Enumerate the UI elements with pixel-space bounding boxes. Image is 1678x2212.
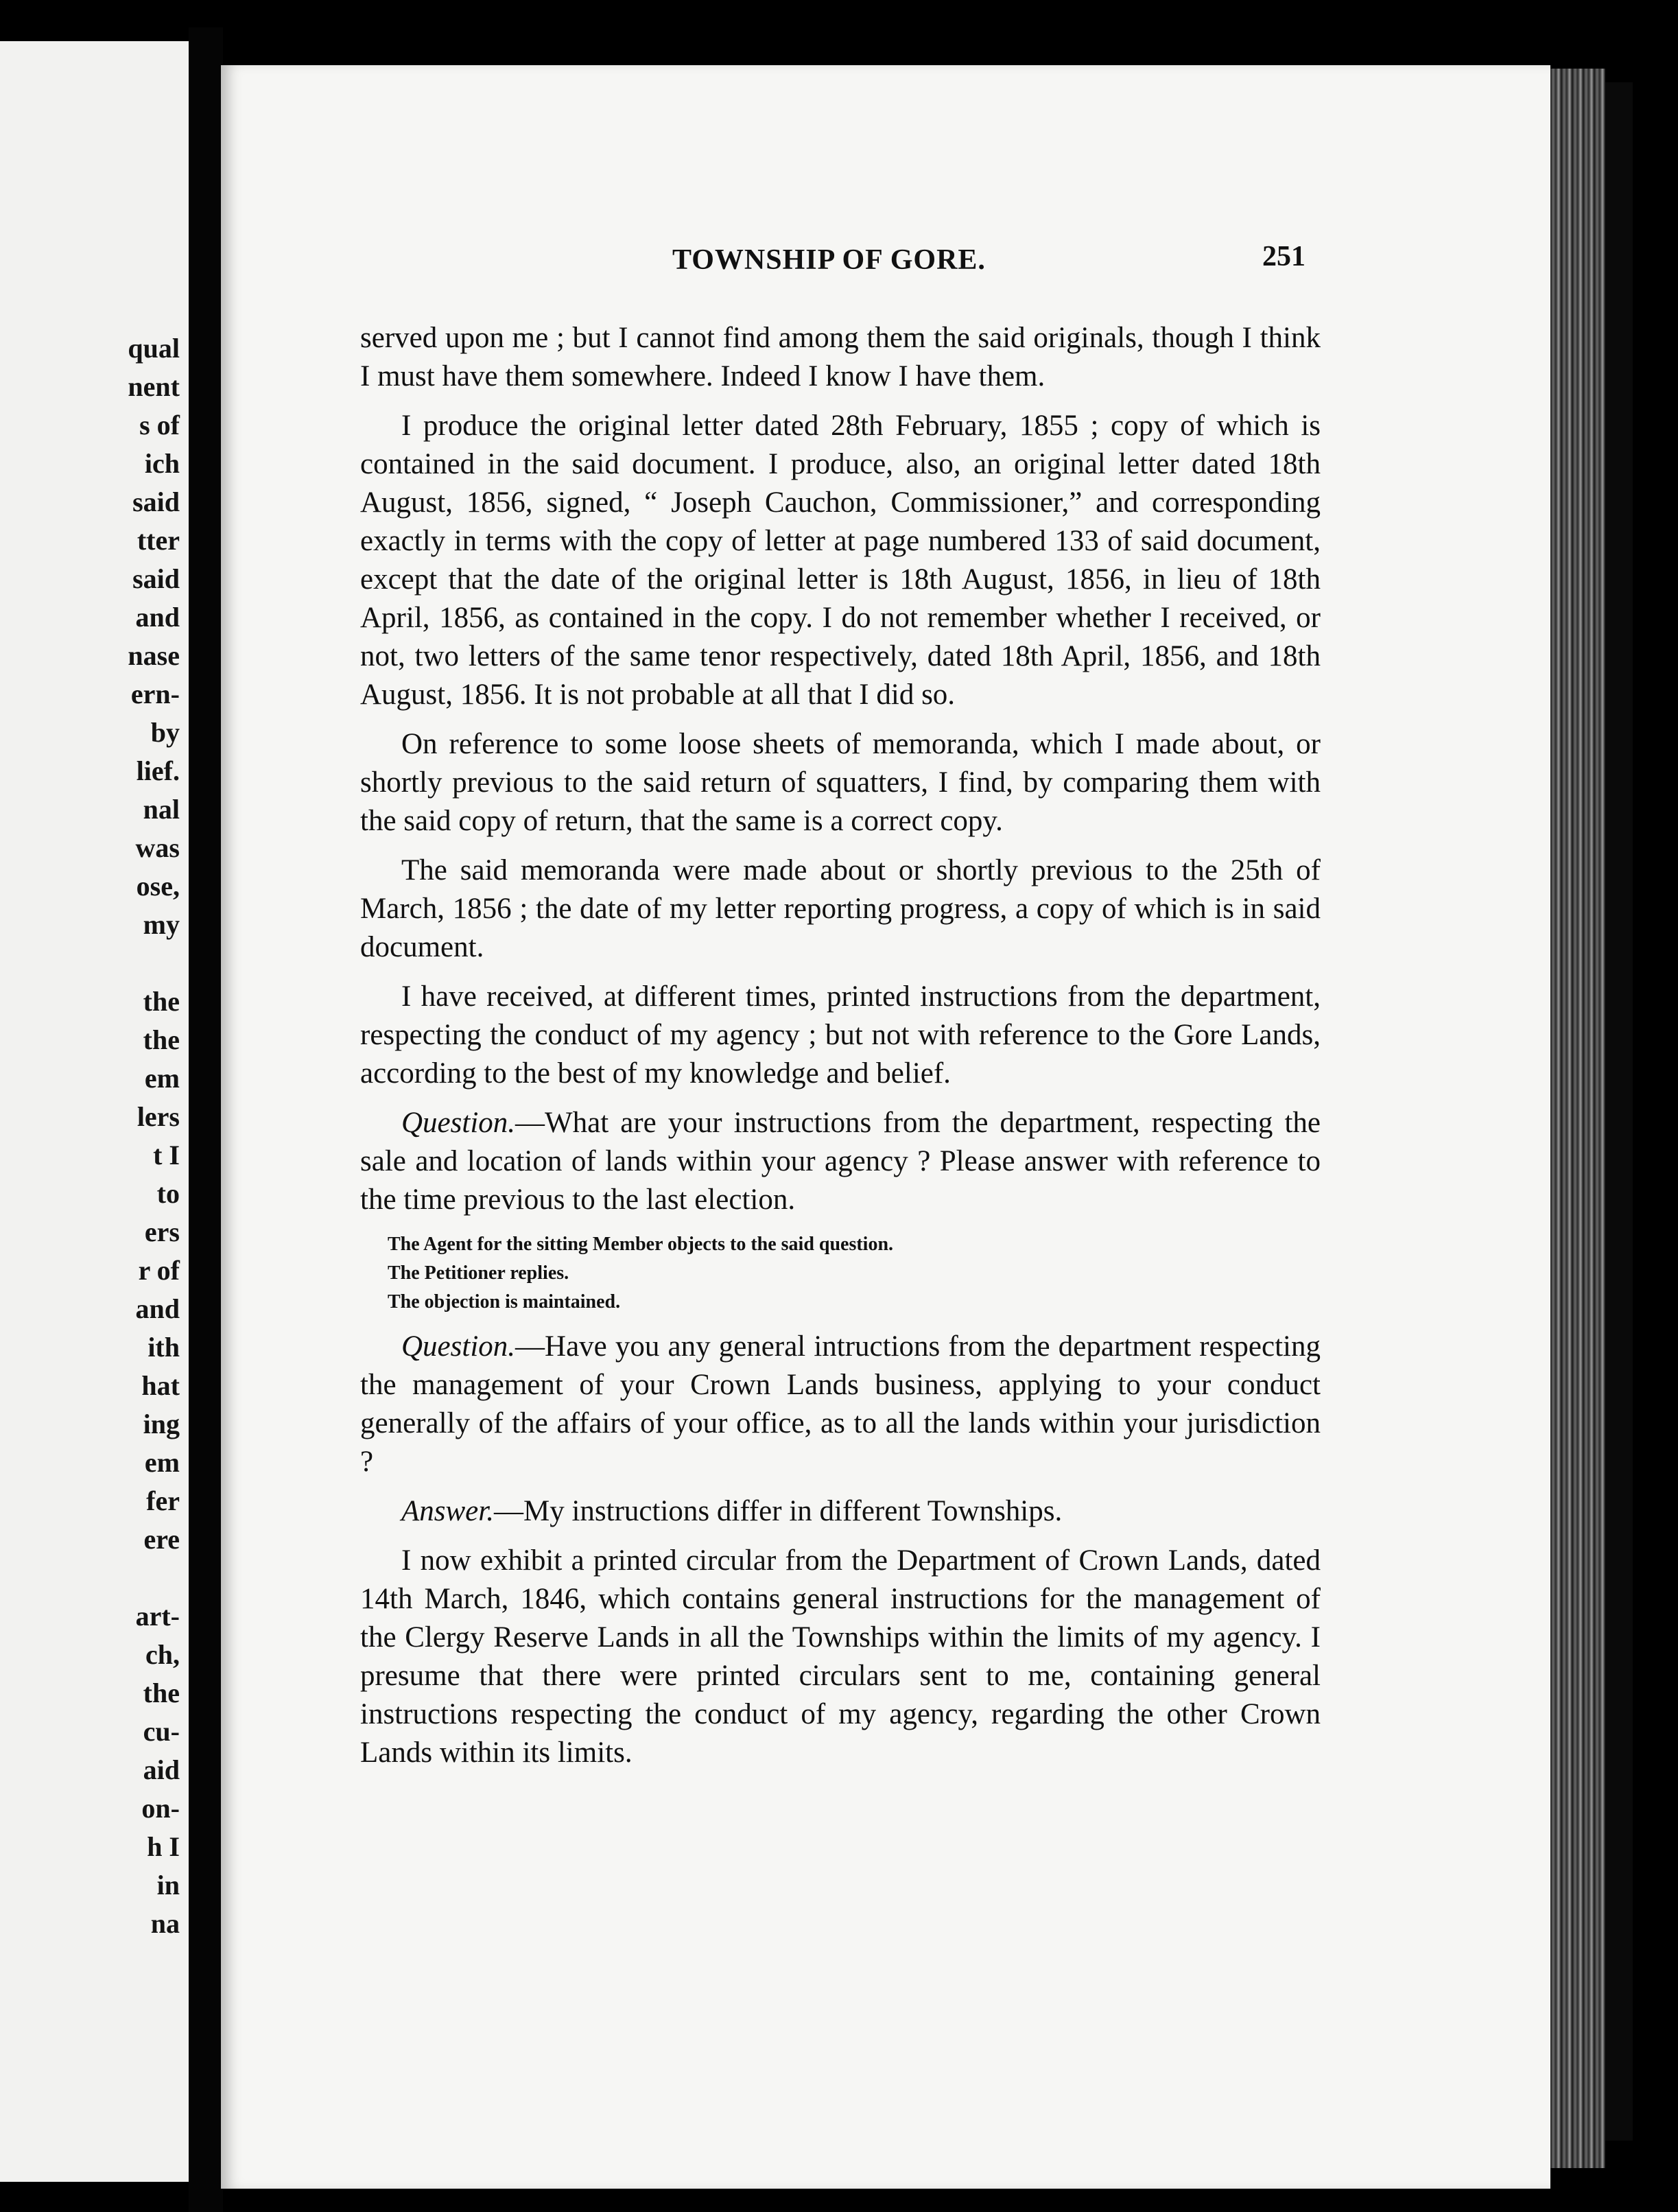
question-text: —What are your instructions from the department, respecting the sale and location of lands within your agency ? Please answer with reference to the time previous to the last election. — [360, 1107, 1321, 1216]
left-page-fragment: ing — [143, 1409, 180, 1439]
left-page-fragment: on- — [141, 1793, 180, 1824]
left-page-fragment: in — [156, 1870, 180, 1901]
left-page-fragment: r of — [138, 1255, 180, 1286]
left-page-fragment: em — [144, 1063, 180, 1094]
left-page-fragment: the — [143, 1024, 180, 1055]
left-page-fragment: the — [143, 1678, 180, 1708]
paragraph-1: served upon me ; but I cannot find among them the said originals, though I think I must have them somewhere. Indeed I know I have them. — [360, 322, 1321, 392]
paragraph-6: I now exhibit a printed circular from the Department of Crown Lands, dated 14th March, 1846, which contains general instructions for the management of the Clergy Reserve Lands in all the Townships within the limits of my agency. I presume that there were printed circulars sent to me, containing general instructions respecting the conduct of my agency, regarding the other Crown Lands within its limits. — [360, 1544, 1321, 1769]
left-page-fragment: lief. — [136, 755, 180, 786]
left-page-fragment — [0, 944, 180, 983]
book-gutter — [189, 27, 223, 2212]
left-page-fragment: ose, — [136, 871, 180, 902]
left-page-fragment: hat — [141, 1370, 180, 1401]
question-label: Question. — [401, 1107, 516, 1139]
left-page-fragment: t I — [153, 1140, 180, 1170]
left-page-fragment: nase — [128, 640, 180, 671]
paragraph-2: I produce the original letter dated 28th February, 1855 ; copy of which is contained in the said document. I produce, also, an original letter dated 18th August, 1856, signed, “ Joseph Cauchon, Commissioner,” and corresponding exactly in terms with the copy of letter at page numbered 133 of said document, except that the date of the original letter is 18th August, 1856, in lieu of 18th April, 1856, as contained in the copy. I do not remember whether I received, or not, two letters of the same tenor respectively, dated 18th April, 1856, and 18th August, 1856. It is not probable at all that I did so. — [360, 410, 1321, 711]
book-cover-edge — [1605, 82, 1633, 2141]
left-page-fragment: h I — [147, 1831, 180, 1862]
left-page-fragment: tter — [137, 525, 180, 556]
ruling-note: The objection is maintained. — [388, 1291, 621, 1313]
left-page-fragment: ern- — [130, 679, 180, 709]
left-page-fragment: ith — [147, 1332, 180, 1363]
left-page-fragment: the — [143, 986, 180, 1017]
question-1 — [360, 1104, 1321, 1219]
objection-note: The Agent for the sitting Member objects to the said question. — [388, 1234, 894, 1255]
left-page-fragment: nal — [143, 794, 180, 825]
left-page-fragment: ich — [144, 448, 180, 479]
left-page-fragment: by — [150, 717, 180, 748]
left-facing-page — [0, 41, 189, 2182]
left-page-fragment: s of — [139, 410, 180, 440]
left-page-fragment: ers — [144, 1216, 180, 1247]
left-page-fragment: was — [135, 832, 180, 863]
question-label: Question. — [401, 1330, 516, 1363]
paragraph-4: The said memoranda were made about or shortly previous to the 25th of March, 1856 ; the date of my letter reporting progress, a copy of which is in said document. — [360, 854, 1321, 963]
answer-label: Answer. — [401, 1495, 494, 1527]
running-header: TOWNSHIP OF GORE. — [672, 244, 986, 276]
paragraph-3: On reference to some loose sheets of memoranda, which I made about, or shortly previous to the said return of squatters, I find, by comparing them with the said copy of return, that the same is a correct copy. — [360, 728, 1321, 837]
question-2 — [360, 1328, 1321, 1481]
answer-1 — [360, 1492, 1321, 1531]
answer-text: —My instructions differ in different Townships. — [493, 1495, 1063, 1527]
left-page-fragment: to — [156, 1178, 180, 1209]
left-page-fragment: and — [135, 602, 180, 633]
page-number: 251 — [1262, 241, 1305, 272]
left-page-fragment: em — [144, 1447, 180, 1478]
left-page-fragment: said — [132, 486, 180, 517]
question-text: —Have you any general intructions from the department respecting the management of your Crown Lands business, applying to your conduct generally of the affairs of your office, as to all the lands within your jurisdiction ? — [360, 1330, 1321, 1478]
left-page-fragment: and — [135, 1293, 180, 1324]
page-body — [360, 319, 1321, 1783]
left-page-fragment — [0, 1559, 180, 1597]
left-page-line-fragments — [0, 329, 180, 1943]
left-page-fragment: lers — [137, 1101, 180, 1132]
page-edges — [1550, 69, 1605, 2168]
left-page-fragment: ch, — [145, 1639, 180, 1670]
left-page-fragment: fer — [146, 1485, 180, 1516]
left-page-fragment: aid — [143, 1754, 180, 1785]
left-page-fragment: qual — [128, 333, 180, 364]
left-page-fragment: said — [132, 563, 180, 594]
left-page-fragment: my — [143, 909, 180, 940]
left-page-fragment: cu- — [143, 1716, 180, 1747]
left-page-fragment: nent — [128, 371, 180, 402]
paragraph-5: I have received, at different times, printed instructions from the department, respecting the conduct of my agency ; but not with reference to the Gore Lands, according to the best of my knowledge and belief. — [360, 980, 1321, 1090]
left-page-fragment: art- — [135, 1601, 180, 1632]
left-page-fragment: ere — [143, 1524, 180, 1555]
left-page-fragment: na — [150, 1908, 180, 1939]
petitioner-note: The Petitioner replies. — [388, 1262, 569, 1284]
